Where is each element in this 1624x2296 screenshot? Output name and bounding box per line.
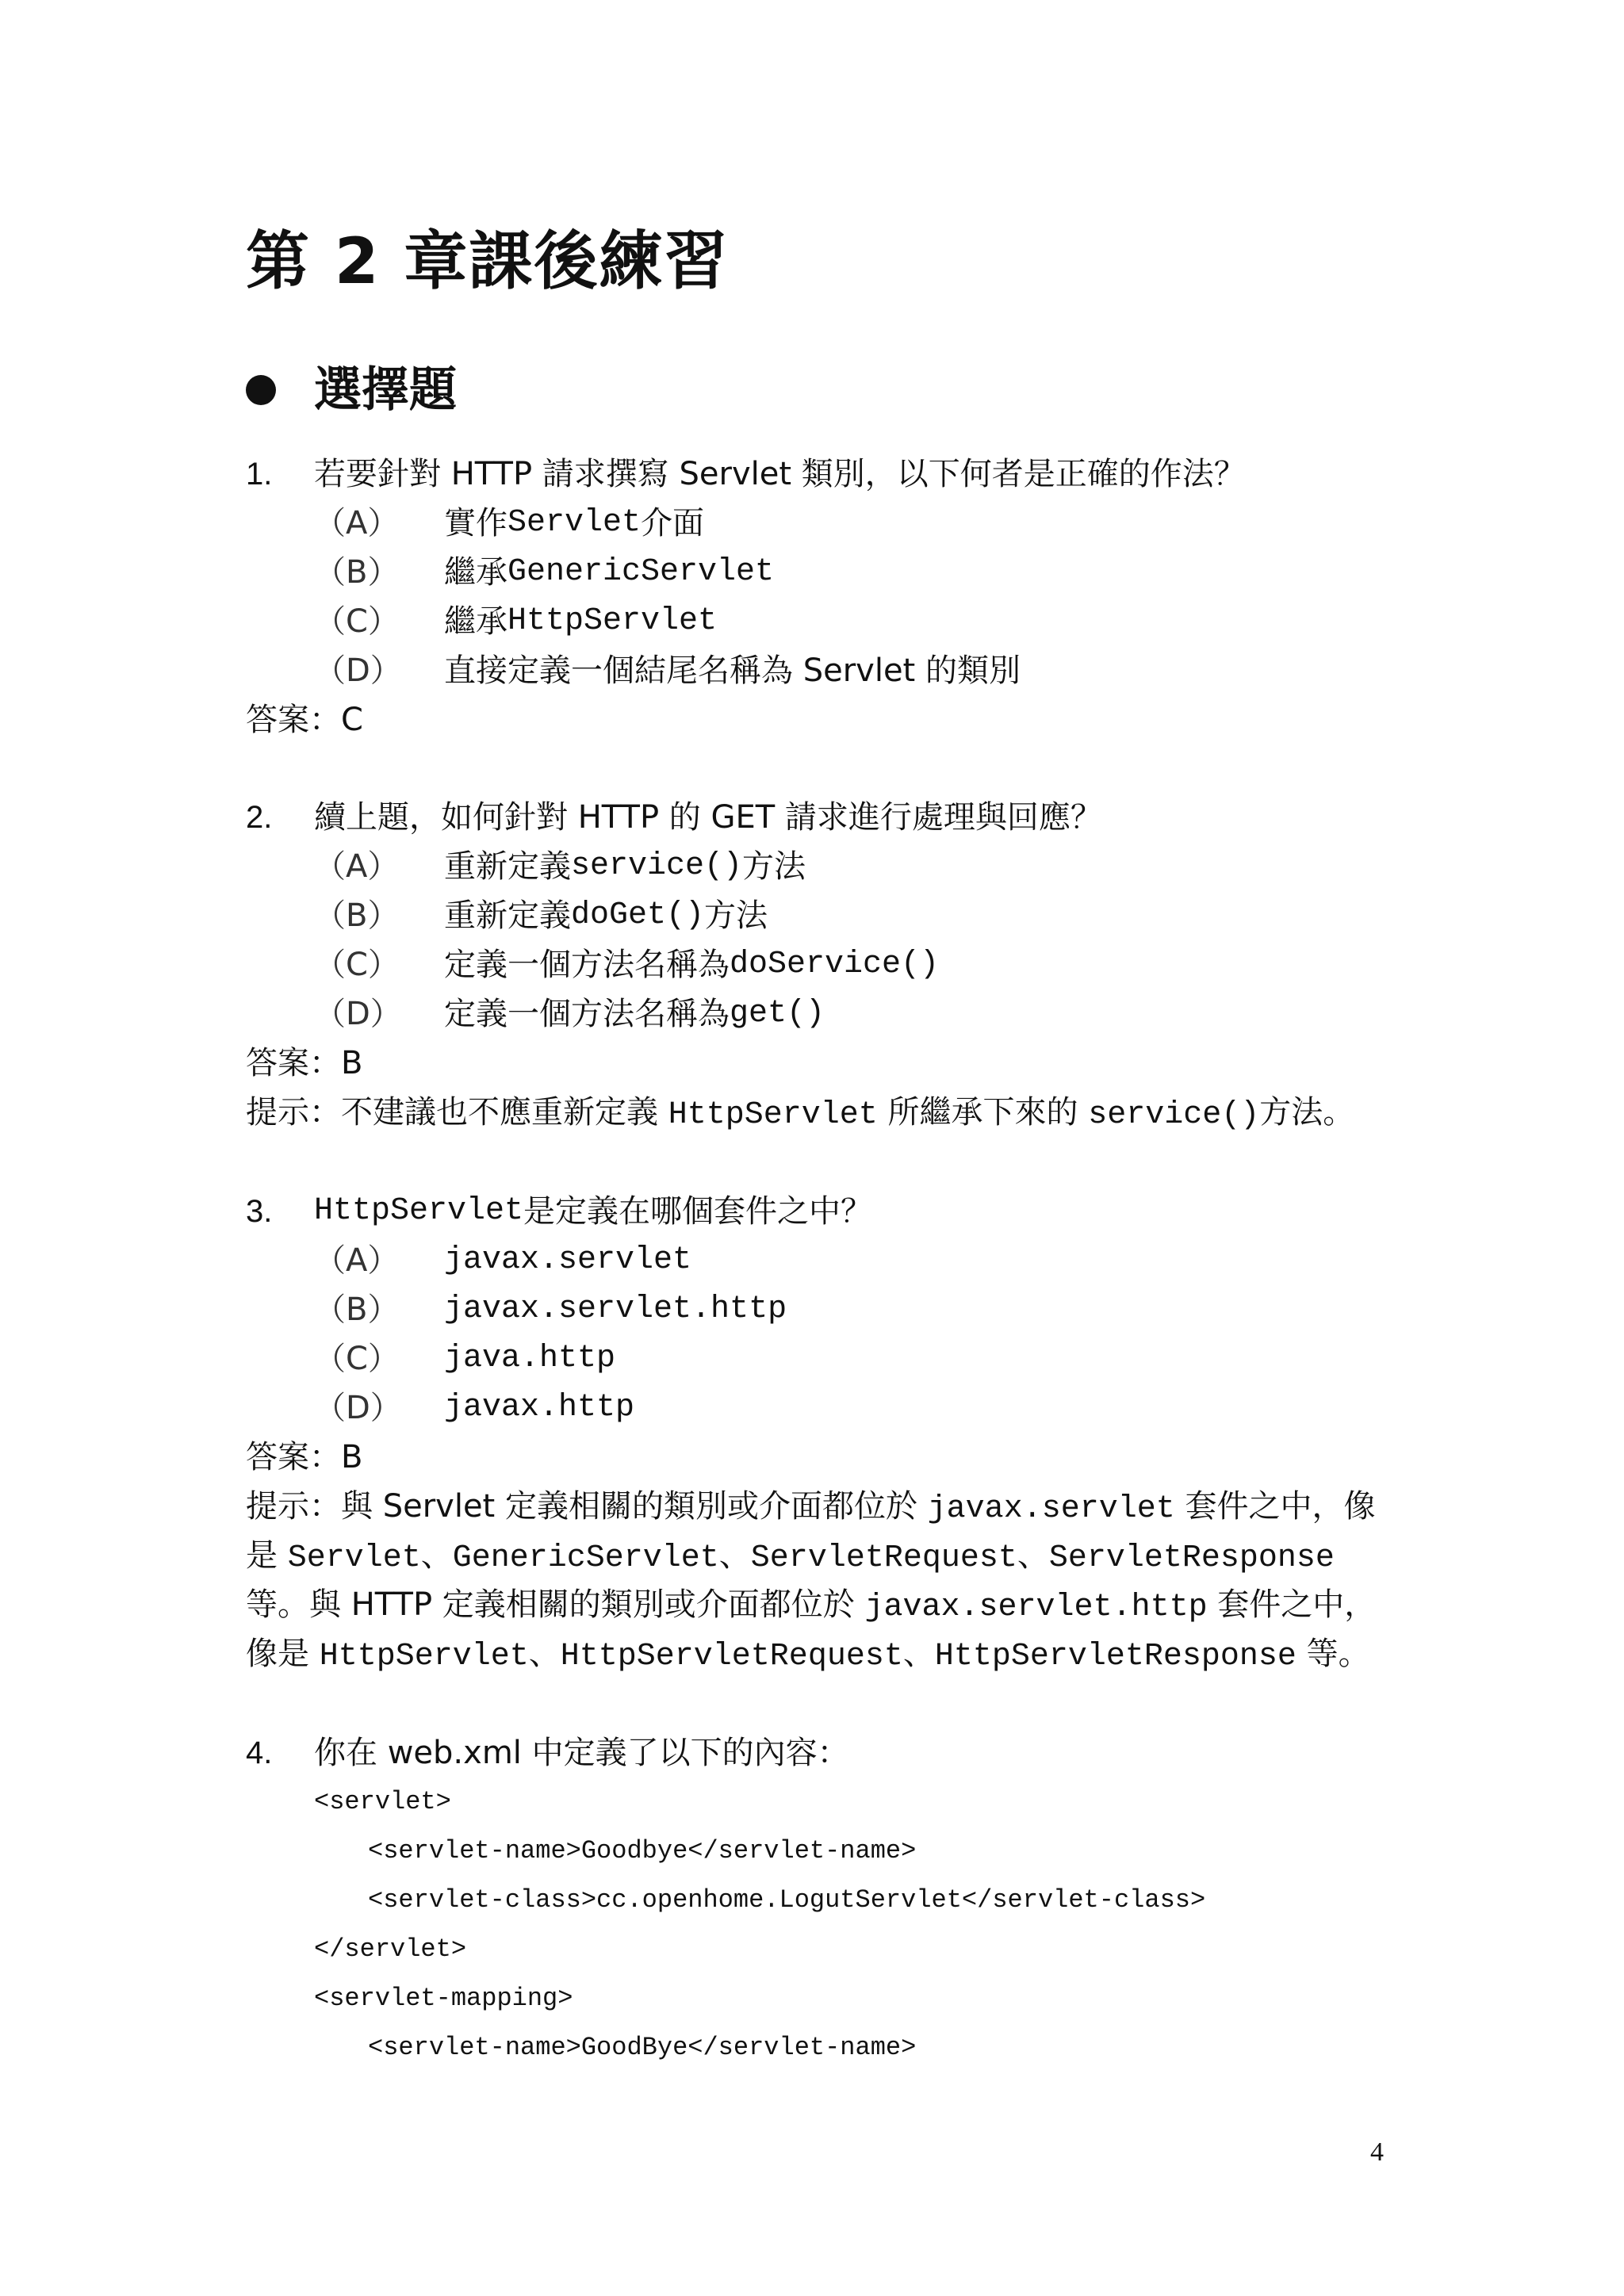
page-number: 4 xyxy=(1370,2137,1384,2167)
question-2 xyxy=(246,793,1388,1137)
code-line: <servlet-class>cc.openhome.LogutServlet</servlet-class> xyxy=(368,1885,1206,1915)
section-heading xyxy=(246,362,457,418)
question-text: 2. 續上題，如何針對 HTTP 的 GET 請求進行處理與回應？ xyxy=(246,799,1102,836)
option-b: （B） 繼承 GenericServlet xyxy=(314,554,775,591)
option-d: （D） javax.http xyxy=(314,1390,635,1426)
code-line: </servlet> xyxy=(314,1934,467,1964)
option-c: （C） 定義一個方法名稱為 doService() xyxy=(314,947,940,983)
hint: 提示：不建議也不應重新定義 HttpServlet 所繼承下來的 service()方法。 xyxy=(246,1094,1355,1133)
code-line: <servlet-name>GoodBye</servlet-name> xyxy=(368,2033,917,2062)
code-line: <servlet> xyxy=(314,1787,451,1816)
answer: 答案：B xyxy=(246,1439,363,1475)
code-line: <servlet-mapping> xyxy=(314,1984,573,2013)
option-a: （A） 重新定義 service() 方法 xyxy=(314,848,806,885)
question-text: 4. 你在 web.xml 中定義了以下的內容： xyxy=(246,1735,849,1771)
question-1 xyxy=(246,450,1388,744)
chapter-title: 第 2 章課後練習 xyxy=(246,224,730,298)
question-4 xyxy=(246,1728,1388,2072)
question-3 xyxy=(246,1187,1388,1678)
option-b: （B） javax.servlet.http xyxy=(314,1292,787,1328)
hint: 提示：與 Servlet 定義相關的類別或介面都位於 javax.servlet 套件之中，像 是 Servlet、GenericServlet、ServletRequest、ServletResponse 等。與 HTTP 定義相關的類別或介面都位於 javax.servlet.http 套件之中， 像是 HttpServlet、HttpServletRequest、HttpServletResponse 等。 xyxy=(246,1488,1377,1674)
question-text: 3. HttpServlet 是定義在哪個套件之中？ xyxy=(246,1193,873,1230)
answer: 答案：C xyxy=(246,702,363,738)
section-title: 選擇題 xyxy=(314,362,457,418)
code-line: <servlet-name>Goodbye</servlet-name> xyxy=(368,1836,917,1866)
answer: 答案：B xyxy=(246,1045,363,1081)
option-d: （D） 直接定義一個結尾名稱為 Servlet 的類別 xyxy=(314,652,1021,689)
question-text: 1. 若要針對 HTTP 請求撰寫 Servlet 類別，以下何者是正確的作法？ xyxy=(246,456,1246,492)
option-b: （B） 重新定義 doGet() 方法 xyxy=(314,897,768,934)
option-c: （C） java.http xyxy=(314,1341,616,1377)
option-a: （A） javax.servlet xyxy=(314,1242,692,1279)
option-a: （A） 實作 Servlet 介面 xyxy=(314,505,705,541)
bullet-icon xyxy=(246,375,276,405)
option-d: （D） 定義一個方法名稱為 get() xyxy=(314,996,825,1032)
option-c: （C） 繼承 HttpServlet xyxy=(314,603,718,640)
